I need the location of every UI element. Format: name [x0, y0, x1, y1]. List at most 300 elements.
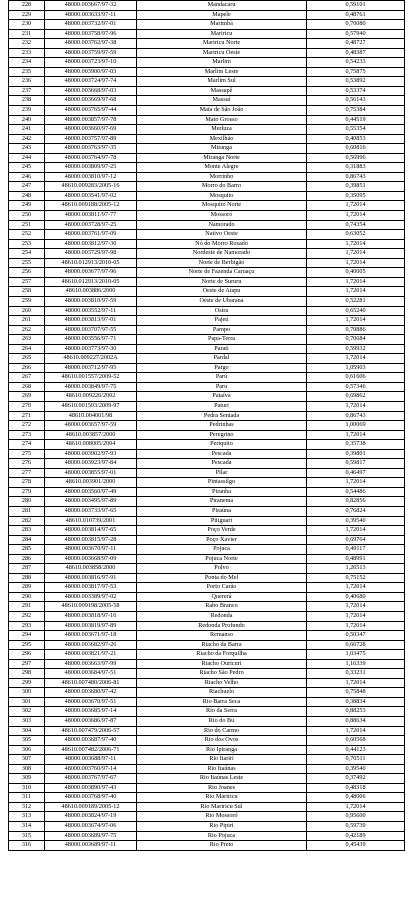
coefficient-value: 0,76824 [307, 506, 405, 516]
table-row [9, 755, 405, 765]
row-number: 256 [9, 268, 45, 278]
coefficient-value: 0,38834 [307, 697, 405, 707]
row-number: 288 [9, 573, 45, 583]
table-row [9, 802, 405, 812]
coefficient-value: 0,54233 [307, 58, 405, 68]
table-row [9, 306, 405, 316]
process-number: 48610.007480/2006-81 [45, 678, 137, 688]
field-name: Rio Ipiranga [137, 745, 307, 755]
table-row [9, 688, 405, 698]
process-number: 48000.003552/97-11 [45, 306, 137, 316]
process-number: 48000.003685/97-14 [45, 707, 137, 717]
table-row [9, 612, 405, 622]
table-row [9, 669, 405, 679]
field-name: Nativo Oeste [137, 230, 307, 240]
process-number: 48610.009227/2002A [45, 354, 137, 364]
table-row [9, 659, 405, 669]
field-name: Morro do Barro [137, 182, 307, 192]
field-name: Pintassilgo [137, 478, 307, 488]
coefficient-value: 0,59101 [307, 1, 405, 11]
coefficient-value: 0,35738 [307, 440, 405, 450]
coefficient-value: 0,66728 [307, 640, 405, 650]
field-name: Parati [137, 344, 307, 354]
table-row [9, 526, 405, 536]
table-row [9, 163, 405, 173]
row-number: 236 [9, 77, 45, 87]
process-number: 48610.009198/2005-58 [45, 602, 137, 612]
row-number: 261 [9, 316, 45, 326]
field-name: Riacho Ouricuri [137, 659, 307, 669]
row-number: 242 [9, 134, 45, 144]
coefficient-value: 1,72014 [307, 602, 405, 612]
row-number: 294 [9, 631, 45, 641]
coefficient-value: 1,00069 [307, 421, 405, 431]
field-name: Rio da Serra [137, 707, 307, 717]
field-name: Rio Pojuca [137, 831, 307, 841]
process-number: 48000.003389/97-02 [45, 592, 137, 602]
row-number: 233 [9, 48, 45, 58]
table-row [9, 602, 405, 612]
process-number: 48000.003669/97-68 [45, 96, 137, 106]
table-row [9, 77, 405, 87]
process-number: 48000.003668/97-09 [45, 554, 137, 564]
row-number: 264 [9, 344, 45, 354]
row-number: 314 [9, 822, 45, 832]
table-row [9, 1, 405, 11]
row-number: 266 [9, 363, 45, 373]
coefficient-value: 1,72014 [307, 401, 405, 411]
process-number: 48000.003773/97-30 [45, 344, 137, 354]
row-number: 269 [9, 392, 45, 402]
field-name: Morrinho [137, 172, 307, 182]
coefficient-value: 0,35095 [307, 191, 405, 201]
coefficient-value: 1,72014 [307, 287, 405, 297]
row-number: 306 [9, 745, 45, 755]
table-row [9, 468, 405, 478]
row-number: 257 [9, 277, 45, 287]
process-number: 48610.012913/2010-05 [45, 258, 137, 268]
coefficient-value: 1,26513 [307, 564, 405, 574]
field-name: Pojuca Norte [137, 554, 307, 564]
process-number: 48610.001503/2009-97 [45, 401, 137, 411]
field-name: Namorado [137, 220, 307, 230]
table-row [9, 631, 405, 641]
process-number: 48000.003817/97-53 [45, 583, 137, 593]
process-number: 48000.003670/97-11 [45, 545, 137, 555]
coefficient-value: 0,40680 [307, 592, 405, 602]
process-number: 48000.003686/97-87 [45, 717, 137, 727]
field-name: Ponta do Mel [137, 573, 307, 583]
row-number: 235 [9, 67, 45, 77]
process-number: 48000.003723/97-10 [45, 58, 137, 68]
coefficient-value: 1,72014 [307, 478, 405, 488]
process-number: 48610.009226/2002 [45, 392, 137, 402]
process-number: 48000.003682/97-26 [45, 640, 137, 650]
field-name: Papa-Terra [137, 335, 307, 345]
process-number: 48000.003680/97-42 [45, 688, 137, 698]
table-row [9, 239, 405, 249]
process-number: 48000.003816/97-91 [45, 573, 137, 583]
process-number: 48000.003812/97-30 [45, 239, 137, 249]
table-row [9, 736, 405, 746]
field-name: Pampo [137, 325, 307, 335]
process-number: 48000.003764/97-78 [45, 153, 137, 163]
row-number: 262 [9, 325, 45, 335]
row-number: 254 [9, 249, 45, 259]
row-number: 310 [9, 783, 45, 793]
row-number: 247 [9, 182, 45, 192]
row-number: 297 [9, 659, 45, 669]
row-number: 243 [9, 144, 45, 154]
field-name: Parú [137, 373, 307, 383]
row-number: 259 [9, 296, 45, 306]
table-row [9, 268, 405, 278]
table-row [9, 583, 405, 593]
row-number: 286 [9, 554, 45, 564]
field-name: Mato Grosso [137, 115, 307, 125]
table-row [9, 459, 405, 469]
table-row [9, 258, 405, 268]
row-number: 255 [9, 258, 45, 268]
field-name: Pitiguari [137, 516, 307, 526]
table-row [9, 478, 405, 488]
table-row [9, 20, 405, 30]
coefficient-value: 0,63052 [307, 230, 405, 240]
process-number: 48000.003560/97-49 [45, 487, 137, 497]
table-row [9, 678, 405, 688]
field-name: Mossoró [137, 211, 307, 221]
row-number: 282 [9, 516, 45, 526]
row-number: 300 [9, 688, 45, 698]
coefficient-value: 0,52281 [307, 296, 405, 306]
row-number: 293 [9, 621, 45, 631]
process-number: 48000.003900/97-03 [45, 67, 137, 77]
table-row [9, 411, 405, 421]
field-name: Mariricu Norte [137, 39, 307, 49]
table-row [9, 822, 405, 832]
coefficient-value: 0,57346 [307, 382, 405, 392]
coefficient-value: 0,53374 [307, 86, 405, 96]
field-name: Mexilhão [137, 134, 307, 144]
field-name: Mosquito Norte [137, 201, 307, 211]
table-row [9, 316, 405, 326]
field-name: Massuí [137, 96, 307, 106]
row-number: 312 [9, 802, 45, 812]
process-number: 48000.003814/97-65 [45, 526, 137, 536]
table-row [9, 421, 405, 431]
field-name: Pescada [137, 449, 307, 459]
process-number: 48000.003855/97-01 [45, 468, 137, 478]
row-number: 303 [9, 717, 45, 727]
table-row [9, 153, 405, 163]
table-row [9, 564, 405, 574]
table-row [9, 516, 405, 526]
process-number: 48000.003815/97-28 [45, 535, 137, 545]
table-row [9, 401, 405, 411]
process-number: 48000.003767/97-67 [45, 774, 137, 784]
coefficient-value: 0,48387 [307, 48, 405, 58]
table-row [9, 230, 405, 240]
process-number: 48610.009188/2005-12 [45, 201, 137, 211]
process-number: 48000.003674/97-06 [45, 822, 137, 832]
coefficient-value: 1,72014 [307, 258, 405, 268]
field-name: Porto Carão [137, 583, 307, 593]
field-name: Riachuelo [137, 688, 307, 698]
field-name: Rio Preto [137, 841, 307, 851]
table-row [9, 354, 405, 364]
process-number: 48000.003818/97-16 [45, 612, 137, 622]
coefficient-value: 1,03475 [307, 650, 405, 660]
row-number: 290 [9, 592, 45, 602]
coefficient-value: 0,86743 [307, 172, 405, 182]
row-number: 299 [9, 678, 45, 688]
process-number: 48000.003541/97-02 [45, 191, 137, 201]
row-number: 253 [9, 239, 45, 249]
table-row [9, 106, 405, 116]
field-name: Periquito [137, 440, 307, 450]
row-number: 275 [9, 449, 45, 459]
row-number: 252 [9, 230, 45, 240]
coefficient-value: 0,75848 [307, 688, 405, 698]
field-name: Pilar [137, 468, 307, 478]
process-number: 48610.007482/2006-71 [45, 745, 137, 755]
field-name: Rio Mariricu [137, 793, 307, 803]
table-row [9, 96, 405, 106]
coefficient-value: 0,39801 [307, 449, 405, 459]
table-row [9, 144, 405, 154]
row-number: 287 [9, 564, 45, 574]
process-number: 48610.003886/2000 [45, 287, 137, 297]
row-number: 234 [9, 58, 45, 68]
table-row [9, 249, 405, 259]
coefficient-value: 0,50347 [307, 631, 405, 641]
coefficient-value: 0,55354 [307, 125, 405, 135]
row-number: 289 [9, 583, 45, 593]
coefficient-value: 1,16339 [307, 659, 405, 669]
row-number: 302 [9, 707, 45, 717]
coefficient-value: 0,48006 [307, 793, 405, 803]
field-name: Rabo Branco [137, 602, 307, 612]
coefficient-value: 0,56143 [307, 96, 405, 106]
field-name: Mapele [137, 10, 307, 20]
row-number: 281 [9, 506, 45, 516]
process-number: 48610.008005/2004 [45, 440, 137, 450]
coefficient-value: 0,54486 [307, 487, 405, 497]
row-number: 301 [9, 697, 45, 707]
process-number: 48610.001557/2009-52 [45, 373, 137, 383]
field-name: Miranga Norte [137, 153, 307, 163]
row-number: 295 [9, 640, 45, 650]
field-name: Pescada [137, 459, 307, 469]
coefficient-value: 0,95600 [307, 812, 405, 822]
coefficient-value: 1,72014 [307, 612, 405, 622]
field-name: Rio Mossoró [137, 812, 307, 822]
field-name: Mariricu [137, 29, 307, 39]
process-number: 48000.003760/97-14 [45, 764, 137, 774]
field-name: Rio dos Ovos [137, 736, 307, 746]
field-name: Riacho São Pedro [137, 669, 307, 679]
coefficient-value: 1,72014 [307, 316, 405, 326]
field-name: Riacho Velho [137, 678, 307, 688]
table-row [9, 277, 405, 287]
row-number: 304 [9, 726, 45, 736]
field-name: Redonda [137, 612, 307, 622]
table-row [9, 592, 405, 602]
field-name: Riacho da Barra [137, 640, 307, 650]
table-row [9, 650, 405, 660]
process-number: 48000.003657/97-59 [45, 421, 137, 431]
row-number: 258 [9, 287, 45, 297]
process-number: 48000.003809/97-25 [45, 163, 137, 173]
coefficient-value: 1,72014 [307, 678, 405, 688]
process-number: 48000.003707/97-55 [45, 325, 137, 335]
field-name: Remanso [137, 631, 307, 641]
process-number: 48610.007479/2006-57 [45, 726, 137, 736]
process-number: 48000.003732/97-01 [45, 20, 137, 30]
table-row [9, 335, 405, 345]
process-number: 48000.003633/97-11 [45, 10, 137, 20]
row-number: 240 [9, 115, 45, 125]
table-row [9, 506, 405, 516]
table-row [9, 841, 405, 851]
table-row [9, 430, 405, 440]
process-number: 48000.003762/97-38 [45, 39, 137, 49]
row-number: 313 [9, 812, 45, 822]
coefficient-value: 1,72014 [307, 726, 405, 736]
row-number: 246 [9, 172, 45, 182]
process-number: 48000.003667/97-32 [45, 1, 137, 11]
table-row [9, 554, 405, 564]
process-number: 48610.009283/2005-16 [45, 182, 137, 192]
row-number: 249 [9, 201, 45, 211]
table-row [9, 86, 405, 96]
table-row [9, 211, 405, 221]
field-name: Massapê [137, 86, 307, 96]
table-row [9, 296, 405, 306]
row-number: 228 [9, 1, 45, 11]
table-row [9, 764, 405, 774]
table-row [9, 440, 405, 450]
process-number: 48000.003819/97-89 [45, 621, 137, 631]
field-name: Norte de Sururu [137, 277, 307, 287]
table-row [9, 182, 405, 192]
row-number: 307 [9, 755, 45, 765]
row-number: 231 [9, 29, 45, 39]
table-row [9, 48, 405, 58]
coefficient-value: 0,39540 [307, 516, 405, 526]
row-number: 291 [9, 602, 45, 612]
table-row [9, 382, 405, 392]
field-name: Monte Alegre [137, 163, 307, 173]
coefficient-value: 0,75384 [307, 106, 405, 116]
field-name: Pataíva [137, 392, 307, 402]
process-number: 48610.003857/2000 [45, 430, 137, 440]
coefficient-value: 0,40005 [307, 268, 405, 278]
table-row [9, 115, 405, 125]
process-number: 48000.003821/97-21 [45, 650, 137, 660]
process-number: 48000.003663/97-99 [45, 659, 137, 669]
row-number: 279 [9, 487, 45, 497]
field-name: Pajeú [137, 316, 307, 326]
table-row [9, 812, 405, 822]
coefficient-value: 0,69862 [307, 392, 405, 402]
coefficient-value: 0,39540 [307, 764, 405, 774]
table-row [9, 545, 405, 555]
row-number: 277 [9, 468, 45, 478]
table-row [9, 191, 405, 201]
coefficient-value: 0,31883 [307, 163, 405, 173]
table-row [9, 172, 405, 182]
row-number: 285 [9, 545, 45, 555]
coefficient-value: 1,72014 [307, 249, 405, 259]
row-number: 308 [9, 764, 45, 774]
row-number: 280 [9, 497, 45, 507]
row-number: 272 [9, 421, 45, 431]
document-page [8, 0, 404, 851]
row-number: 283 [9, 526, 45, 536]
table-row [9, 392, 405, 402]
field-name: Redonda Profundo [137, 621, 307, 631]
row-number: 232 [9, 39, 45, 49]
coefficient-value: 1,72014 [307, 201, 405, 211]
coefficient-value: 0,53892 [307, 77, 405, 87]
coefficient-value: 0,59739 [307, 822, 405, 832]
table-row [9, 707, 405, 717]
process-number: 48000.003759/97-59 [45, 48, 137, 58]
row-number: 241 [9, 125, 45, 135]
process-number: 48610.003858/2000 [45, 564, 137, 574]
table-row [9, 745, 405, 755]
process-number: 48000.003902/97-93 [45, 449, 137, 459]
table-row [9, 449, 405, 459]
coefficient-value: 0,65240 [307, 306, 405, 316]
field-name: Rio do Bu [137, 717, 307, 727]
table-row [9, 287, 405, 297]
coefficient-value: 1,72014 [307, 583, 405, 593]
coefficient-value: 0,70886 [307, 325, 405, 335]
coefficient-value: 1,72014 [307, 277, 405, 287]
field-name: Pargo [137, 363, 307, 373]
row-number: 263 [9, 335, 45, 345]
process-number: 48000.003763/97-35 [45, 144, 137, 154]
coefficient-value: 1,72014 [307, 239, 405, 249]
coefficient-value: 1,72014 [307, 211, 405, 221]
coefficient-value: 1,72014 [307, 621, 405, 631]
coefficient-value: 0,56996 [307, 153, 405, 163]
field-name: Piranha [137, 487, 307, 497]
field-name: Pedrinhas [137, 421, 307, 431]
coefficient-value: 0,48761 [307, 10, 405, 20]
field-name: Rio Joanes [137, 783, 307, 793]
coefficient-value: 0,48991 [307, 554, 405, 564]
field-name: Polvo [137, 564, 307, 574]
coefficient-value: 0,33231 [307, 669, 405, 679]
process-number: 48000.003556/97-71 [45, 335, 137, 345]
row-number: 244 [9, 153, 45, 163]
field-name: Piraúna [137, 506, 307, 516]
table-row [9, 640, 405, 650]
field-name: Nó do Morro Rosado [137, 239, 307, 249]
coefficient-value: 0,75152 [307, 573, 405, 583]
field-name: Peregrino [137, 430, 307, 440]
table-row [9, 67, 405, 77]
coefficient-value: 0,42189 [307, 831, 405, 841]
table-row [9, 344, 405, 354]
process-number: 48000.003668/97-03 [45, 86, 137, 96]
table-row [9, 10, 405, 20]
row-number: 239 [9, 106, 45, 116]
field-name: Paru [137, 382, 307, 392]
